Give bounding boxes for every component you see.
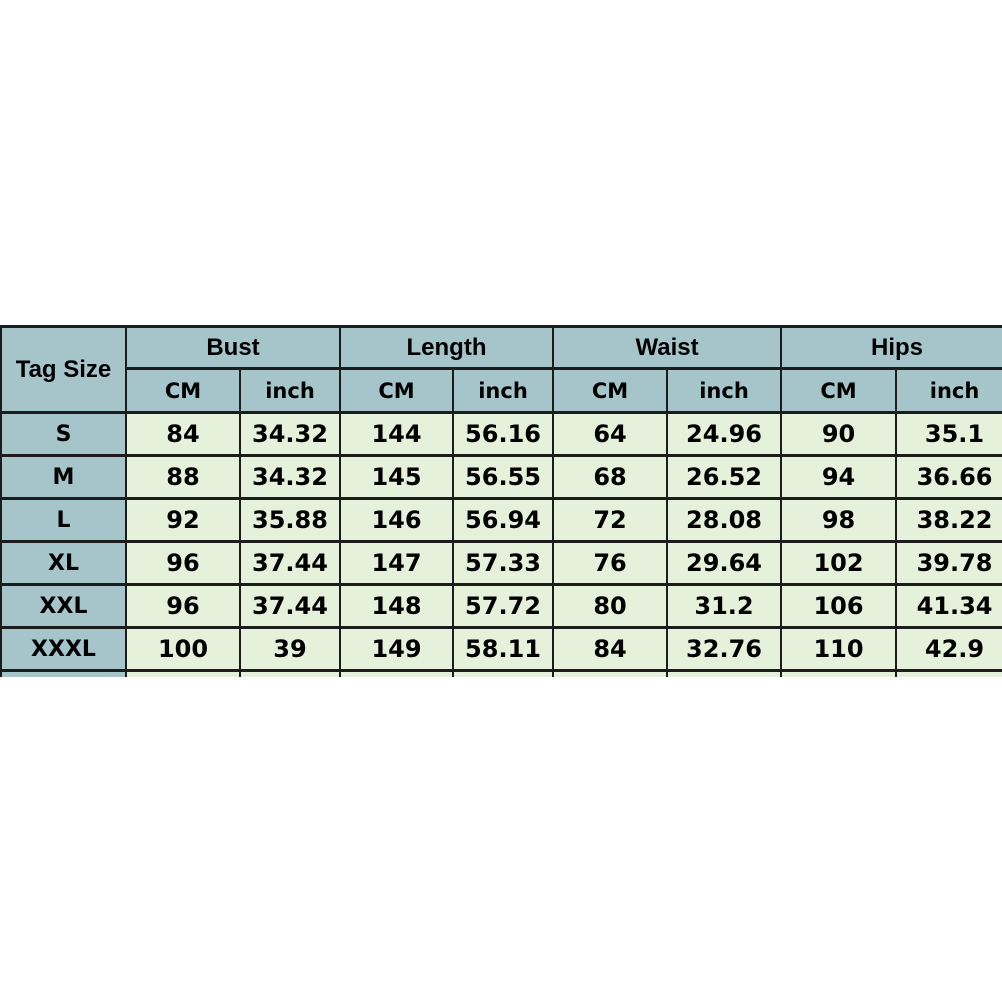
table-row-xxxl xyxy=(1,628,1002,671)
group-header-length: Length xyxy=(340,327,553,369)
unit-header-inch: inch xyxy=(453,369,553,413)
value-cell: 29.64 xyxy=(667,542,781,585)
value-cell: 37.44 xyxy=(240,585,340,628)
value-cell: 35.88 xyxy=(240,499,340,542)
cutoff-cell xyxy=(1,671,126,678)
value-cell: 31.2 xyxy=(667,585,781,628)
value-cell: 56.16 xyxy=(453,413,553,456)
group-header-row xyxy=(1,327,1002,369)
value-cell: 76 xyxy=(553,542,667,585)
value-cell: 84 xyxy=(553,628,667,671)
value-cell: 39 xyxy=(240,628,340,671)
value-cell: 84 xyxy=(126,413,240,456)
table-row-xxl xyxy=(1,585,1002,628)
unit-header-inch: inch xyxy=(896,369,1002,413)
corner-header: Tag Size xyxy=(1,327,126,413)
value-cell: 34.32 xyxy=(240,413,340,456)
value-cell: 96 xyxy=(126,585,240,628)
value-cell: 34.32 xyxy=(240,456,340,499)
value-cell: 98 xyxy=(781,499,896,542)
value-cell: 56.94 xyxy=(453,499,553,542)
unit-header-inch: inch xyxy=(667,369,781,413)
value-cell: 145 xyxy=(340,456,453,499)
value-cell: 146 xyxy=(340,499,453,542)
unit-header-cm: CM xyxy=(340,369,453,413)
table-row-s xyxy=(1,413,1002,456)
value-cell: 92 xyxy=(126,499,240,542)
value-cell: 96 xyxy=(126,542,240,585)
value-cell: 28.08 xyxy=(667,499,781,542)
value-cell: 37.44 xyxy=(240,542,340,585)
value-cell: 35.1 xyxy=(896,413,1002,456)
table-row-l xyxy=(1,499,1002,542)
cutoff-cell xyxy=(667,671,781,678)
cutoff-cell xyxy=(453,671,553,678)
value-cell: 144 xyxy=(340,413,453,456)
value-cell: 32.76 xyxy=(667,628,781,671)
value-cell: 100 xyxy=(126,628,240,671)
cutoff-cell xyxy=(781,671,896,678)
cutoff-cell xyxy=(340,671,453,678)
cutoff-cell xyxy=(896,671,1002,678)
value-cell: 64 xyxy=(553,413,667,456)
value-cell: 36.66 xyxy=(896,456,1002,499)
tag-cell: L xyxy=(1,499,126,542)
value-cell: 72 xyxy=(553,499,667,542)
group-header-hips: Hips xyxy=(781,327,1002,369)
unit-header-row xyxy=(1,369,1002,413)
value-cell: 88 xyxy=(126,456,240,499)
group-header-bust: Bust xyxy=(126,327,340,369)
value-cell: 56.55 xyxy=(453,456,553,499)
value-cell: 90 xyxy=(781,413,896,456)
cutoff-cell xyxy=(126,671,240,678)
value-cell: 106 xyxy=(781,585,896,628)
tag-cell: S xyxy=(1,413,126,456)
value-cell: 58.11 xyxy=(453,628,553,671)
unit-header-cm: CM xyxy=(781,369,896,413)
value-cell: 94 xyxy=(781,456,896,499)
unit-header-cm: CM xyxy=(126,369,240,413)
cutoff-cell xyxy=(240,671,340,678)
tag-cell: XXXL xyxy=(1,628,126,671)
value-cell: 39.78 xyxy=(896,542,1002,585)
tag-cell: M xyxy=(1,456,126,499)
value-cell: 38.22 xyxy=(896,499,1002,542)
value-cell: 24.96 xyxy=(667,413,781,456)
unit-header-cm: CM xyxy=(553,369,667,413)
value-cell: 147 xyxy=(340,542,453,585)
value-cell: 110 xyxy=(781,628,896,671)
value-cell: 102 xyxy=(781,542,896,585)
value-cell: 42.9 xyxy=(896,628,1002,671)
value-cell: 57.33 xyxy=(453,542,553,585)
value-cell: 80 xyxy=(553,585,667,628)
group-header-waist: Waist xyxy=(553,327,781,369)
value-cell: 57.72 xyxy=(453,585,553,628)
value-cell: 41.34 xyxy=(896,585,1002,628)
value-cell: 149 xyxy=(340,628,453,671)
unit-header-inch: inch xyxy=(240,369,340,413)
tag-cell: XXL xyxy=(1,585,126,628)
table-row-xl xyxy=(1,542,1002,585)
value-cell: 148 xyxy=(340,585,453,628)
cutoff-row xyxy=(1,671,1002,678)
value-cell: 68 xyxy=(553,456,667,499)
size-chart-container xyxy=(0,325,1002,677)
tag-cell: XL xyxy=(1,542,126,585)
cutoff-cell xyxy=(553,671,667,678)
value-cell: 26.52 xyxy=(667,456,781,499)
table-row-m xyxy=(1,456,1002,499)
size-chart-table xyxy=(0,325,1002,677)
